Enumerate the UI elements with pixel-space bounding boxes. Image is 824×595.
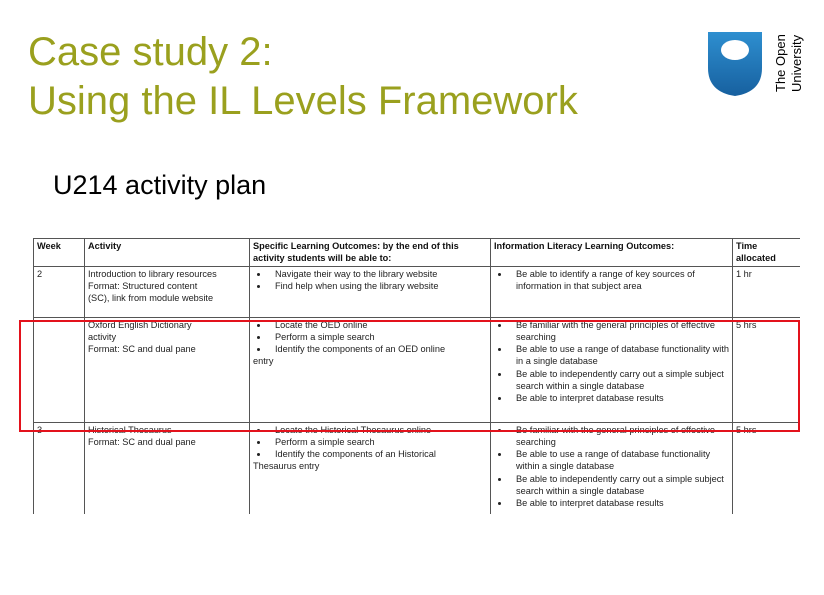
list-item: • Locate the OED online — [269, 319, 487, 331]
cell-time: 1 hr — [733, 266, 801, 317]
cell-week: 3 — [34, 422, 85, 514]
slo-list — [253, 268, 487, 293]
list-item: • Perform a simple search — [269, 331, 487, 343]
header-specific-learning-outcomes: Specific Learning Outcomes: by the end of this activity students will be able to: — [250, 239, 491, 267]
logo-text-line-1: The Open — [773, 34, 788, 92]
list-item: • Be able to independently carry out a simple subject search within a single database — [510, 368, 729, 393]
cell-time: 5 hrs — [733, 422, 801, 514]
slo-trailing-text: entry — [253, 356, 274, 367]
open-university-logo — [706, 28, 806, 98]
activity-plan-table — [33, 238, 800, 514]
cell-week: 2 — [34, 266, 85, 317]
illo-list — [494, 319, 729, 405]
cell-week — [34, 317, 85, 422]
header-week: Week — [34, 239, 85, 267]
list-item: • Identify the components of an OED online — [269, 343, 487, 355]
header-il-learning-outcomes: Information Literacy Learning Outcomes: — [491, 239, 733, 267]
activity-line: Historical Thesaurus — [88, 424, 172, 435]
illo-list — [494, 424, 729, 510]
header-time-allocated: Time allocated — [733, 239, 801, 267]
cell-illo — [491, 422, 733, 514]
list-item: • Perform a simple search — [269, 436, 487, 448]
header-activity: Activity — [85, 239, 250, 267]
list-item: • Identify the components of an Historical — [269, 448, 487, 460]
activity-line: (SC), link from module website — [88, 293, 214, 304]
activity-line: activity — [88, 331, 117, 342]
open-university-shield-icon — [706, 28, 806, 98]
logo-text-line-2: University — [789, 34, 804, 92]
cell-slo — [250, 266, 491, 317]
cell-activity — [85, 422, 250, 514]
list-item: • Locate the Historical Thesaurus online — [269, 424, 487, 436]
slide-title-line-2: Using the IL Levels Framework — [28, 79, 578, 123]
slo-list — [253, 424, 487, 461]
list-item: • Be able to interpret database results — [510, 497, 729, 509]
slide-title-line-1: Case study 2: — [28, 30, 273, 74]
slide-title — [28, 28, 578, 126]
cell-illo — [491, 266, 733, 317]
subtitle: U214 activity plan — [53, 170, 267, 200]
cell-activity — [85, 266, 250, 317]
list-item: • Be familiar with the general principles of effective searching — [510, 319, 729, 344]
activity-line: Introduction to library resources — [88, 268, 217, 279]
list-item: • Be able to use a range of database functionality with in a single database — [510, 343, 729, 368]
cell-illo — [491, 317, 733, 422]
list-item: • Be able to interpret database results — [510, 392, 729, 404]
table-row — [34, 317, 801, 422]
list-item: • Be familiar with the general principles of effective searching — [510, 424, 729, 449]
list-item: • Navigate their way to the library website — [269, 268, 487, 280]
slo-list — [253, 319, 487, 356]
list-item: • Find help when using the library website — [269, 280, 487, 292]
illo-list — [494, 268, 729, 293]
activity-line: Oxford English Dictionary — [88, 319, 192, 330]
activity-line: Format: SC and dual pane — [88, 436, 196, 447]
list-item: • Be able to identify a range of key sources of information in that subject area — [510, 268, 729, 293]
activity-table — [33, 238, 800, 514]
table-header-row — [34, 239, 801, 267]
slo-trailing-text: Thesaurus entry — [253, 461, 320, 472]
list-item: • Be able to use a range of database functionality within a single database — [510, 448, 729, 473]
list-item: • Be able to independently carry out a simple subject search within a single database — [510, 473, 729, 498]
table-row — [34, 422, 801, 514]
cell-time: 5 hrs — [733, 317, 801, 422]
activity-line: Format: Structured content — [88, 280, 198, 291]
cell-slo — [250, 422, 491, 514]
activity-line: Format: SC and dual pane — [88, 344, 196, 355]
table-row — [34, 266, 801, 317]
cell-activity — [85, 317, 250, 422]
cell-slo — [250, 317, 491, 422]
